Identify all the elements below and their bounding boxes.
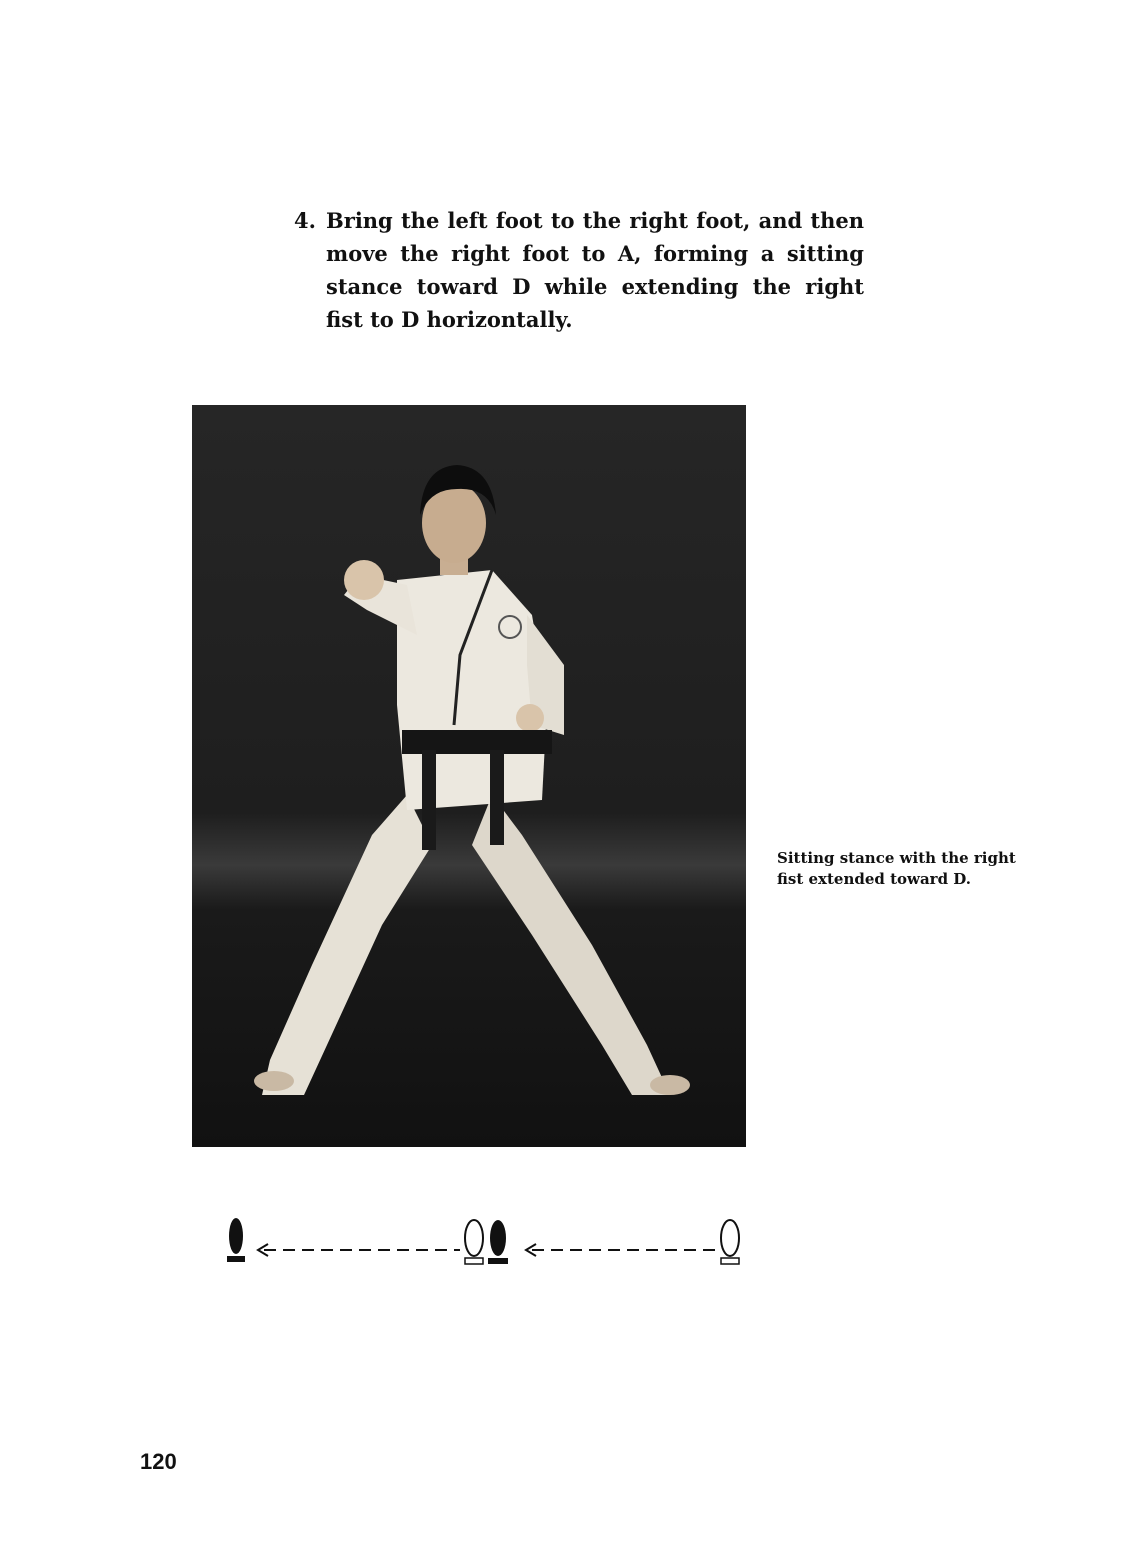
- stance-photo-illustration: [192, 405, 746, 1147]
- footprint-outline-icon: [721, 1220, 739, 1264]
- footprint-outline-icon: [465, 1220, 483, 1264]
- stance-photo: [192, 405, 746, 1147]
- step-number: 4.: [294, 208, 316, 233]
- photo-caption: Sitting stance with the right fist extended toward D.: [777, 849, 1016, 888]
- footprint-solid-icon: [488, 1220, 508, 1264]
- footwork-diagram: [222, 1212, 752, 1282]
- step-text: Bring the left foot to the right foot, and then move the right foot to A, forming a sitting stance toward D while extending the right fist to D horizontally.: [326, 208, 864, 332]
- footprint-solid-icon: [227, 1218, 245, 1262]
- page-number: 120: [140, 1449, 177, 1474]
- step-instruction: [294, 204, 864, 336]
